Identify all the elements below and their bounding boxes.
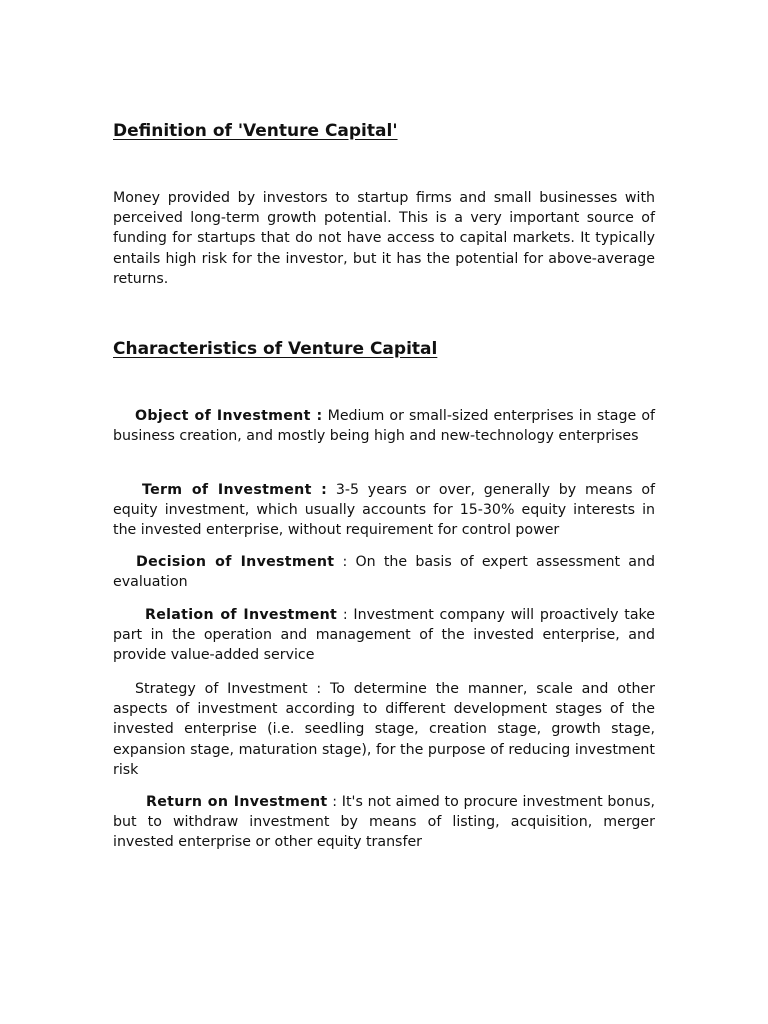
- characteristic-item: [113, 792, 655, 853]
- definition-paragraph: Money provided by investors to startup firms and small businesses with perceived long-term growth potential. This is a very important source of funding for startups that do not have access to capital markets. It typically entails high risk for the investor, but it has the potential for above-average returns.: [113, 190, 655, 287]
- characteristic-description: : On the basis of expert assessment and evaluation: [113, 554, 655, 591]
- characteristic-item: [113, 480, 655, 541]
- characteristic-term: Return on Investment: [146, 794, 328, 810]
- characteristic-description: Strategy of Investment : To determine the manner, scale and other aspects of investment according to different development stages of the invested enterprise (i.e. seedling stage, creation stage, growth stage, expansion stage, maturation stage), for the purpose of reducing investment risk: [113, 681, 655, 778]
- characteristic-description: Medium or small-sized enterprises in stage of business creation, and mostly being high and new-technology enterprises: [113, 408, 655, 445]
- characteristic-item: [113, 406, 655, 446]
- characteristic-item: [113, 605, 655, 666]
- definition-heading: Definition of 'Venture Capital': [113, 121, 398, 141]
- characteristic-description: : It's not aimed to procure investment bonus, but to withdraw investment by means of listing, acquisition, merger invested enterprise or other equity transfer: [113, 794, 655, 851]
- characteristic-description: 3-5 years or over, generally by means of equity investment, which usually accounts for 15-30% equity interests in the invested enterprise, without requirement for control power: [113, 482, 655, 539]
- characteristic-term: Relation of Investment: [145, 607, 338, 623]
- characteristic-term: Term of Investment :: [142, 482, 328, 498]
- characteristic-term: Decision of Investment: [136, 554, 335, 570]
- characteristic-term: Object of Investment :: [135, 408, 323, 424]
- characteristic-description: : Investment company will proactively take part in the operation and management of the invested enterprise, and provide value-added service: [113, 607, 655, 664]
- characteristics-heading: Characteristics of Venture Capital: [113, 339, 438, 359]
- characteristic-item: [113, 679, 655, 780]
- characteristic-item: [113, 552, 655, 592]
